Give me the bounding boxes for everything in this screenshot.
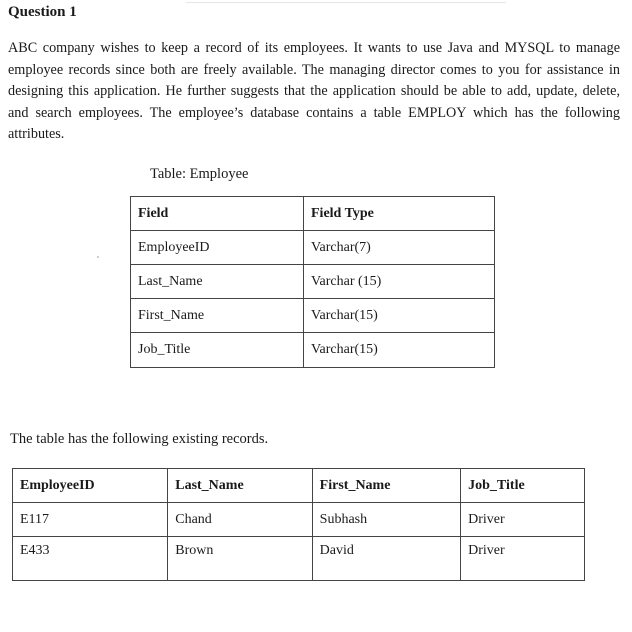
- header-cell-first-name: First_Name: [312, 469, 460, 503]
- table-header-row: [13, 469, 585, 503]
- existing-records-table: [12, 468, 585, 581]
- table-row: [13, 537, 585, 581]
- employee-schema-table: [130, 196, 495, 368]
- table-row: [131, 231, 495, 265]
- first-name-cell: Subhash: [312, 503, 460, 537]
- records-intro-text: The table has the following existing records.: [10, 431, 269, 447]
- field-type-cell: Varchar(7): [304, 231, 495, 265]
- employee-id-cell: E117: [13, 503, 168, 537]
- job-title-cell: Driver: [461, 537, 585, 581]
- field-type-cell: Varchar(15): [304, 299, 495, 333]
- field-type-cell: Varchar (15): [304, 265, 495, 299]
- table-row: [131, 299, 495, 333]
- job-title-cell: Driver: [461, 503, 585, 537]
- schema-table-caption: Table: Employee: [150, 166, 249, 182]
- field-name-cell: EmployeeID: [131, 231, 304, 265]
- header-cell-employee-id: EmployeeID: [13, 469, 168, 503]
- header-cell-job-title: Job_Title: [461, 469, 585, 503]
- employee-id-cell: E433: [13, 537, 168, 581]
- last-name-cell: Chand: [168, 503, 312, 537]
- table-row: [13, 503, 585, 537]
- header-cell-field: Field: [131, 197, 304, 231]
- last-name-cell: Brown: [168, 537, 312, 581]
- header-cell-field-type: Field Type: [304, 197, 495, 231]
- table-header-row: [131, 197, 495, 231]
- table-row: [131, 333, 495, 368]
- question-heading: Question 1: [8, 4, 77, 20]
- field-name-cell: Job_Title: [131, 333, 304, 368]
- table-row: [131, 265, 495, 299]
- question-intro-paragraph: ABC company wishes to keep a record of its employees. It wants to use Java and MYSQL to manage employee records since both are freely available. The managing director comes to you for assistance in designing this application. He further suggests that the application should be able to add, update, delete, and search employees. The employee’s database contains a table EMPLOY which has the following attributes.: [8, 40, 620, 142]
- scan-artifact-line: [186, 2, 506, 3]
- scan-artifact-dot: [97, 256, 99, 258]
- field-name-cell: First_Name: [131, 299, 304, 333]
- field-type-cell: Varchar(15): [304, 333, 495, 368]
- header-cell-last-name: Last_Name: [168, 469, 312, 503]
- field-name-cell: Last_Name: [131, 265, 304, 299]
- first-name-cell: David: [312, 537, 460, 581]
